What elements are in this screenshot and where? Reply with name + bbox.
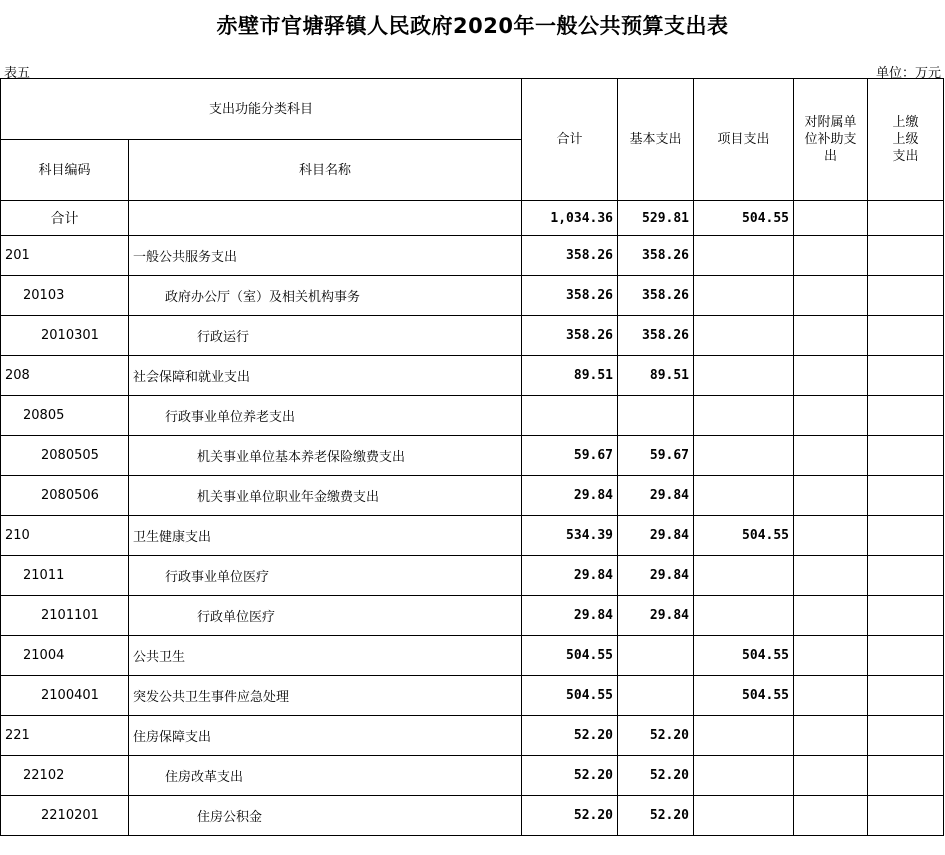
budget-table [0,78,944,836]
amount-subsidy [794,596,868,636]
amount-project: 504.55 [694,676,794,716]
header-group-cell: 支出功能分类科目 [1,79,522,140]
subject-name: 机关事业单位职业年金缴费支出 [129,476,522,516]
header-code: 科目编码 [1,140,129,201]
total-subsidy [794,201,868,236]
amount-project [694,316,794,356]
table-row [1,676,944,716]
amount-basic [618,676,694,716]
amount-subsidy [794,676,868,716]
amount-subsidy [794,516,868,556]
amount-basic: 358.26 [618,316,694,356]
total-label: 合计 [1,201,129,236]
subject-name: 社会保障和就业支出 [129,356,522,396]
amount-upper [868,476,944,516]
amount-basic [618,636,694,676]
amount-upper [868,676,944,716]
table-row [1,436,944,476]
total-name-cell [129,201,522,236]
amount-upper [868,596,944,636]
subject-name: 机关事业单位基本养老保险缴费支出 [129,436,522,476]
total-upper [868,201,944,236]
total-basic: 529.81 [618,201,694,236]
amount-total: 29.84 [522,596,618,636]
amount-upper [868,316,944,356]
amount-upper [868,796,944,836]
subject-name: 住房保障支出 [129,716,522,756]
amount-upper [868,396,944,436]
table-row [1,556,944,596]
amount-subsidy [794,476,868,516]
amount-subsidy [794,636,868,676]
amount-subsidy [794,436,868,476]
subject-code: 2010301 [1,316,129,356]
header-upper: 上缴上级支出 [868,79,944,201]
header-basic: 基本支出 [618,79,694,201]
total-row [1,201,944,236]
amount-basic [618,396,694,436]
amount-total: 52.20 [522,796,618,836]
amount-upper [868,236,944,276]
table-number: 表五 [4,66,31,81]
amount-basic: 89.51 [618,356,694,396]
subject-name: 公共卫生 [129,636,522,676]
amount-basic: 358.26 [618,236,694,276]
subject-name: 行政运行 [129,316,522,356]
amount-total: 504.55 [522,636,618,676]
amount-project [694,356,794,396]
amount-total: 59.67 [522,436,618,476]
amount-upper [868,556,944,596]
amount-basic: 52.20 [618,796,694,836]
amount-project [694,436,794,476]
amount-total: 358.26 [522,276,618,316]
amount-total: 534.39 [522,516,618,556]
amount-subsidy [794,756,868,796]
amount-basic: 29.84 [618,556,694,596]
amount-project [694,236,794,276]
total-amount: 1,034.36 [522,201,618,236]
amount-basic: 52.20 [618,716,694,756]
subject-code: 2080505 [1,436,129,476]
amount-upper [868,356,944,396]
subject-code: 221 [1,716,129,756]
table-row [1,276,944,316]
subject-code: 21004 [1,636,129,676]
amount-total: 358.26 [522,236,618,276]
subject-code: 2101101 [1,596,129,636]
table-row [1,396,944,436]
amount-total [522,396,618,436]
amount-upper [868,276,944,316]
table-row [1,316,944,356]
amount-subsidy [794,556,868,596]
subject-name: 行政事业单位医疗 [129,556,522,596]
subject-code: 20103 [1,276,129,316]
subject-code: 2080506 [1,476,129,516]
amount-basic: 29.84 [618,476,694,516]
amount-upper [868,716,944,756]
header-project: 项目支出 [694,79,794,201]
table-row [1,756,944,796]
amount-project [694,396,794,436]
subject-code: 210 [1,516,129,556]
table-row [1,476,944,516]
amount-project: 504.55 [694,636,794,676]
amount-project [694,796,794,836]
amount-project [694,756,794,796]
amount-project [694,276,794,316]
amount-project: 504.55 [694,516,794,556]
amount-upper [868,756,944,796]
amount-total: 358.26 [522,316,618,356]
amount-upper [868,436,944,476]
amount-basic: 29.84 [618,516,694,556]
subject-name: 突发公共卫生事件应急处理 [129,676,522,716]
amount-upper [868,516,944,556]
subject-code: 20805 [1,396,129,436]
amount-project [694,716,794,756]
amount-subsidy [794,236,868,276]
header-total: 合计 [522,79,618,201]
subject-code: 2100401 [1,676,129,716]
total-project: 504.55 [694,201,794,236]
subject-name: 行政单位医疗 [129,596,522,636]
table-row [1,716,944,756]
subject-name: 一般公共服务支出 [129,236,522,276]
table-row [1,796,944,836]
subject-name: 住房改革支出 [129,756,522,796]
amount-total: 52.20 [522,716,618,756]
subject-code: 21011 [1,556,129,596]
subject-code: 22102 [1,756,129,796]
amount-basic: 52.20 [618,756,694,796]
table-row [1,236,944,276]
amount-total: 52.20 [522,756,618,796]
amount-upper [868,636,944,676]
amount-subsidy [794,716,868,756]
table-row [1,356,944,396]
subject-code: 2210201 [1,796,129,836]
amount-subsidy [794,796,868,836]
subject-code: 201 [1,236,129,276]
amount-project [694,596,794,636]
amount-subsidy [794,316,868,356]
subject-name: 卫生健康支出 [129,516,522,556]
amount-basic: 29.84 [618,596,694,636]
header-name: 科目名称 [129,140,522,201]
amount-basic: 358.26 [618,276,694,316]
amount-total: 29.84 [522,476,618,516]
subject-name: 行政事业单位养老支出 [129,396,522,436]
table-row [1,516,944,556]
amount-total: 89.51 [522,356,618,396]
subject-name: 政府办公厅（室）及相关机构事务 [129,276,522,316]
page-title: 赤壁市官塘驿镇人民政府2020年一般公共预算支出表 [216,14,729,38]
table-row [1,636,944,676]
amount-total: 504.55 [522,676,618,716]
subject-name: 住房公积金 [129,796,522,836]
unit-label: 单位：万元 [875,66,941,81]
amount-total: 29.84 [522,556,618,596]
amount-project [694,556,794,596]
amount-subsidy [794,356,868,396]
header-row-1 [1,79,944,140]
amount-subsidy [794,276,868,316]
amount-project [694,476,794,516]
header-subsidy: 对附属单位补助支出 [794,79,868,201]
subject-code: 208 [1,356,129,396]
amount-subsidy [794,396,868,436]
amount-basic: 59.67 [618,436,694,476]
table-row [1,596,944,636]
